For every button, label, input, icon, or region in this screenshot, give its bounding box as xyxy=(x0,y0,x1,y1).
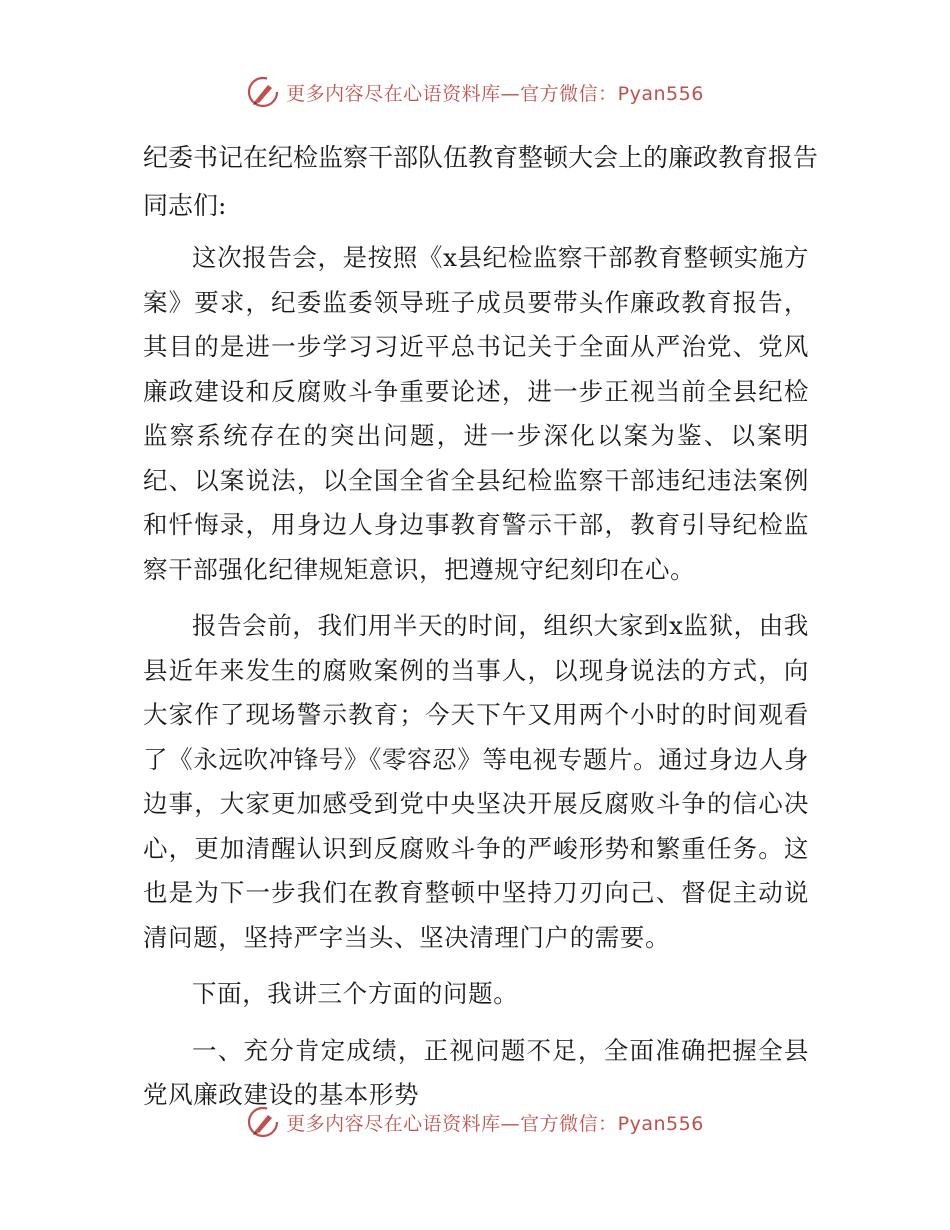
pen-logo-icon xyxy=(246,1105,280,1139)
paragraph: 报告会前，我们用半天的时间，组织大家到x监狱，由我县近年来发生的腐败案例的当事人，以现身说法的方式，向大家作了现场警示教育；今天下午又用两个小时的时间观看了《永远吹冲锋号》《零容忍》等电视专题片。通过身边人身边事，大家更加感受到党中央坚决开展反腐败斗争的信心决心，更加清醒认识到反腐败斗争的严峻形势和繁重任务。这也是为下一步我们在教育整顿中坚持刀刃向己、督促主动说清问题，坚持严字当头、坚决清理门户的需要。 xyxy=(143,611,809,952)
pen-logo-icon xyxy=(246,75,280,109)
document-title: 纪委书记在纪检监察干部队伍教育整顿大会上的廉政教育报告 xyxy=(143,143,819,172)
footer-banner xyxy=(0,1102,950,1142)
header-banner xyxy=(0,72,950,112)
banner-text: 更多内容尽在心语资料库—官方微信：Pyan556 xyxy=(286,82,704,105)
paragraph: 下面，我讲三个方面的问题。 xyxy=(192,979,519,1008)
document-body xyxy=(143,136,819,1130)
salutation: 同志们: xyxy=(143,191,227,220)
banner-text: 更多内容尽在心语资料库—官方微信：Pyan556 xyxy=(286,1112,704,1135)
section-heading: 一、充分肯定成绩，正视问题不足，全面准确把握全县党风廉政建设的基本形势 xyxy=(143,1035,809,1109)
paragraph: 这次报告会，是按照《x县纪检监察干部教育整顿实施方案》要求，纪委监委领导班子成员要带头作廉政教育报告，其目的是进一步学习习近平总书记关于全面从严治党、党风廉政建设和反腐败斗争重要论述，进一步正视当前全县纪检监察系统存在的突出问题，进一步深化以案为鉴、以案明纪、以案说法，以全国全省全县纪检监察干部违纪违法案例和忏悔录，用身边人身边事教育警示干部，教育引导纪检监察干部强化纪律规矩意识，把遵规守纪刻印在心。 xyxy=(143,243,809,584)
